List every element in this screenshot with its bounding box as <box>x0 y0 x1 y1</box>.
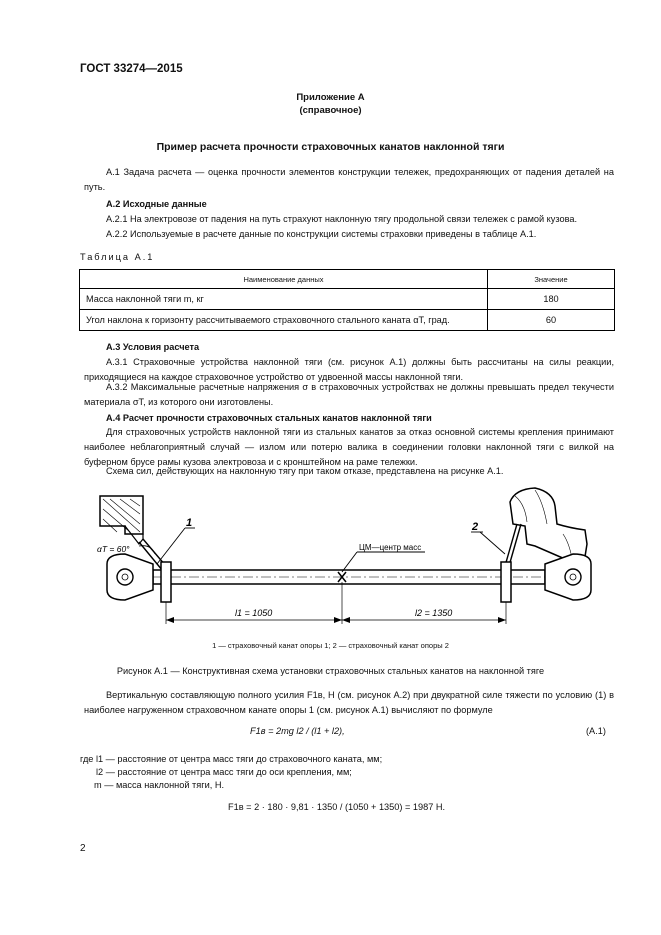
left-bracket <box>100 496 143 544</box>
paragraph-a4b: Схема сил, действующих на наклонную тягу при таком отказе, представлена на рисунке А.1. <box>106 466 504 476</box>
paragraph-a4a: Для страховочных устройств наклонной тяги из стальных канатов за отказ основной системы крепления принимают наиболее неблагоприятный случай — излом или потерю валика в соединении головки наклонной тяги с вилкой на буферном брусе рамы кузова электровоза и с кронштейном на раме тележки. <box>84 427 614 467</box>
cm-label: ЦМ—центр масс <box>359 543 422 552</box>
appendix-subtitle: (справочное) <box>299 105 362 116</box>
table-header-name: Наименование данных <box>80 270 488 289</box>
figure-legend: 1 — страховочный канат опоры 1; 2 — страховочный канат опоры 2 <box>212 641 449 650</box>
heading-a4: А.4 Расчет прочности страховочных стальных канатов наклонной тяги <box>106 413 432 423</box>
formula-a1: F1в = 2mg l2 / (l1 + l2), <box>250 726 345 736</box>
label-2: 2 <box>472 521 479 533</box>
paragraph-vertical-force: Вертикальную составляющую полного усилия F1в, Н (см. рисунок А.2) при двукратной силе тяжести по условию (1) в наиболее нагруженном страховочном канате опоры 1 (см. рисунок А.1) вычисляют по формуле <box>84 690 614 715</box>
table-cell-value: 60 <box>488 310 615 331</box>
dim-l2: l2 = 1350 <box>415 608 453 618</box>
paragraph-a21: А.2.1 На электровозе от падения на путь страхуют наклонную тягу продольной связи тележек с рамой кузова. <box>106 214 578 224</box>
label-1: 1 <box>186 517 193 529</box>
dimension-lines <box>166 582 506 624</box>
table-cell-name: Угол наклона к горизонту рассчитываемого страховочного стального каната αT, град. <box>80 310 488 331</box>
table-row <box>80 310 615 331</box>
paragraph-a32: А.3.2 Максимальные расчетные напряжения σ в страховочных устройствах не должны превышать предел текучести материала σT, из которого они изготовлены. <box>84 382 614 407</box>
table-cell-value: 180 <box>488 289 615 310</box>
heading-a2: А.2 Исходные данные <box>106 199 207 209</box>
paragraph-a1: А.1 Задача расчета — оценка прочности элементов конструкции тележек, предохраняющих от падения деталей на путь. <box>84 167 614 192</box>
figure-caption: Рисунок А.1 — Конструктивная схема установки страховочных стальных канатов на наклонной тяге <box>116 666 545 676</box>
paragraph-a22: А.2.2 Используемые в расчете данные по конструкции системы страховки приведены в таблице А.1. <box>106 229 537 239</box>
table-header-value: Значение <box>488 270 615 289</box>
section-title: Пример расчета прочности страховочных канатов наклонной тяги <box>156 141 505 153</box>
heading-a3: А.3 Условия расчета <box>106 342 200 352</box>
dim-l1: l1 = 1050 <box>235 608 273 618</box>
paragraph-a31: А.3.1 Страховочные устройства наклонной тяги (см. рисунок А.1) должны быть рассчитаны на силы реакции, приходящиеся на каждое страховочное устройство от удвоенной массы наклонной тяги. <box>84 357 614 382</box>
where-line-1: где l1 — расстояние от центра масс тяги до страховочного каната, мм; <box>80 754 383 764</box>
document-header: ГОСТ 33274—2015 <box>80 63 183 75</box>
formula-number: (А.1) <box>586 726 606 736</box>
table-caption: Таблица А.1 <box>80 252 155 262</box>
figure-a1-diagram <box>95 484 605 634</box>
page-number: 2 <box>80 843 86 854</box>
data-table <box>79 269 615 331</box>
table-header-row <box>80 270 615 289</box>
where-line-3: m — масса наклонной тяги, Н. <box>94 780 225 790</box>
angle-label: αT = 60° <box>97 544 130 554</box>
appendix-title: Приложение А <box>296 92 365 103</box>
where-line-2: l2 — расстояние от центра масс тяги до оси крепления, мм; <box>96 767 352 777</box>
calculation: F1в = 2 · 180 · 9,81 · 1350 / (1050 + 1350) = 1987 Н. <box>228 802 446 812</box>
table-row <box>80 289 615 310</box>
inclined-rod <box>107 554 591 602</box>
table-cell-name: Масса наклонной тяги m, кг <box>80 289 488 310</box>
